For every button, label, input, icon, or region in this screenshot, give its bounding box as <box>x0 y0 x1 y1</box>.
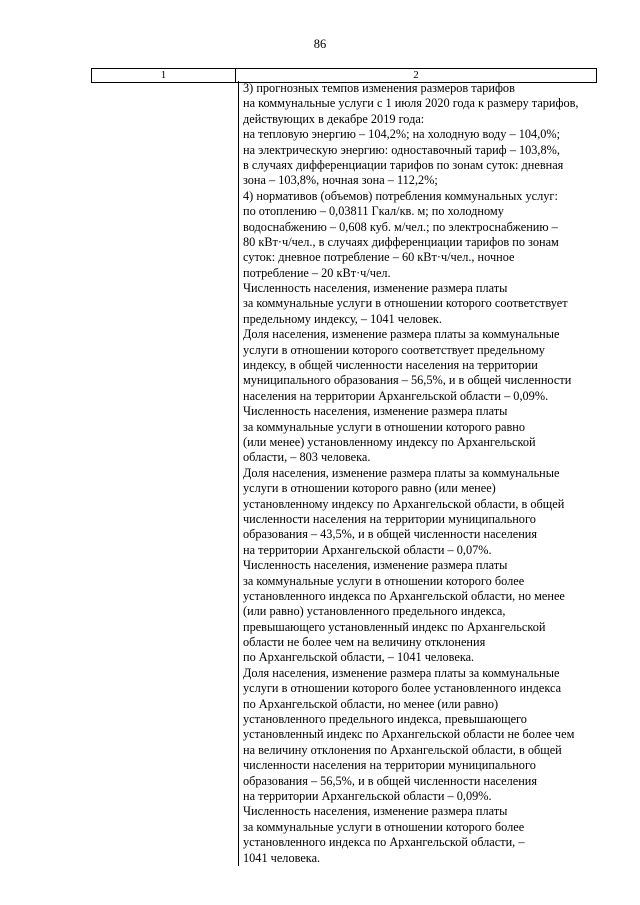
text-line: в случаях дифференциации тарифов по зонам суток: дневная <box>243 157 564 172</box>
text-line: Численность населения, изменение размера платы <box>243 558 508 573</box>
text-line: на коммунальные услуги с 1 июля 2020 года к размеру тарифов, <box>243 96 579 111</box>
text-line: установленного предельного индекса, превышающего <box>243 712 527 727</box>
text-line: области, – 803 человека. <box>243 450 371 465</box>
text-line: численности населения на территории муниципального <box>243 511 536 526</box>
text-line: (или равно) установленного предельного индекса, <box>243 604 506 619</box>
text-line: потребление – 20 кВт·ч/чел. <box>243 265 391 280</box>
text-line: образования – 43,5%, и в общей численности населения <box>243 527 538 542</box>
text-line: за коммунальные услуги в отношении которого более <box>243 573 525 588</box>
text-line: зона – 103,8%, ночная зона – 112,2%; <box>243 173 438 188</box>
text-line: 4) нормативов (объемов) потребления коммунальных услуг: <box>243 188 558 203</box>
text-line: (или менее) установленному индексу по Архангельской <box>243 434 536 449</box>
text-line: услуги в отношении которого соответствует предельному <box>243 342 545 357</box>
text-line: Численность населения, изменение размера платы <box>243 804 508 819</box>
text-line: Доля населения, изменение размера платы за коммунальные <box>243 327 560 342</box>
text-line: численности населения на территории муниципального <box>243 758 536 773</box>
text-line: за коммунальные услуги в отношении которого более <box>243 819 525 834</box>
column-header-1: 1 <box>92 69 236 82</box>
text-line: по Архангельской области, но менее (или равно) <box>243 696 499 711</box>
text-line: установленному индексу по Архангельской области, в общей <box>243 496 565 511</box>
text-line: образования – 56,5%, и в общей численности населения <box>243 773 538 788</box>
text-line: установленного индекса по Архангельской области, но менее <box>243 588 565 603</box>
page-number: 86 <box>313 37 327 51</box>
text-line: превышающего установленный индекс по Архангельской <box>243 619 546 634</box>
text-line: услуги в отношении которого более установленного индекса <box>243 681 562 696</box>
text-line: Доля населения, изменение размера платы за коммунальные <box>243 665 560 680</box>
text-line: водоснабжению – 0,608 куб. м/чел.; по электроснабжению – <box>243 219 558 234</box>
text-line: по отоплению – 0,03811 Гкал/кв. м; по холодному <box>243 204 504 219</box>
text-line: на территории Архангельской области – 0,07%. <box>243 542 492 557</box>
text-line: действующих в декабре 2019 года: <box>243 111 425 126</box>
text-line: предельному индексу, – 1041 человек. <box>243 311 442 326</box>
text-line: Численность населения, изменение размера платы <box>243 281 508 296</box>
text-line: 3) прогнозных темпов изменения размеров тарифов <box>243 81 515 95</box>
text-line: суток: дневное потребление – 60 кВт·ч/чел., ночное <box>243 250 515 265</box>
text-line: области не более чем на величину отклонения <box>243 635 486 650</box>
text-line: на территории Архангельской области – 0,09%. <box>243 788 492 803</box>
text-line: муниципального образования – 56,5%, и в общей численности <box>243 373 572 388</box>
text-line: за коммунальные услуги в отношении которого соответствует <box>243 296 568 311</box>
text-line: индексу, в общей численности населения на территории <box>243 358 538 373</box>
column-header-2: 2 <box>413 69 419 81</box>
text-line: 80 кВт·ч/чел., в случаях дифференциации тарифов по зонам <box>243 234 559 249</box>
text-line: на тепловую энергию – 104,2%; на холодную воду – 104,0%; <box>243 127 561 142</box>
text-line: 1041 человека. <box>243 850 321 865</box>
text-line: на величину отклонения по Архангельской области, в общей <box>243 742 562 757</box>
text-line: населения на территории Архангельской области – 0,09%. <box>243 388 549 403</box>
text-line: установленный индекс по Архангельской области не более чем <box>243 727 575 742</box>
text-line: за коммунальные услуги в отношении которого равно <box>243 419 526 434</box>
text-line: на электрическую энергию: одноставочный тариф – 103,8%, <box>243 142 560 157</box>
text-line: Численность населения, изменение размера платы <box>243 404 508 419</box>
table-content-column-2 <box>238 81 598 866</box>
text-line: услуги в отношении которого равно (или менее) <box>243 481 496 496</box>
text-line: установленного индекса по Архангельской области, – <box>243 835 525 850</box>
text-line: по Архангельской области, – 1041 человека. <box>243 650 475 665</box>
text-line: Доля населения, изменение размера платы за коммунальные <box>243 465 560 480</box>
